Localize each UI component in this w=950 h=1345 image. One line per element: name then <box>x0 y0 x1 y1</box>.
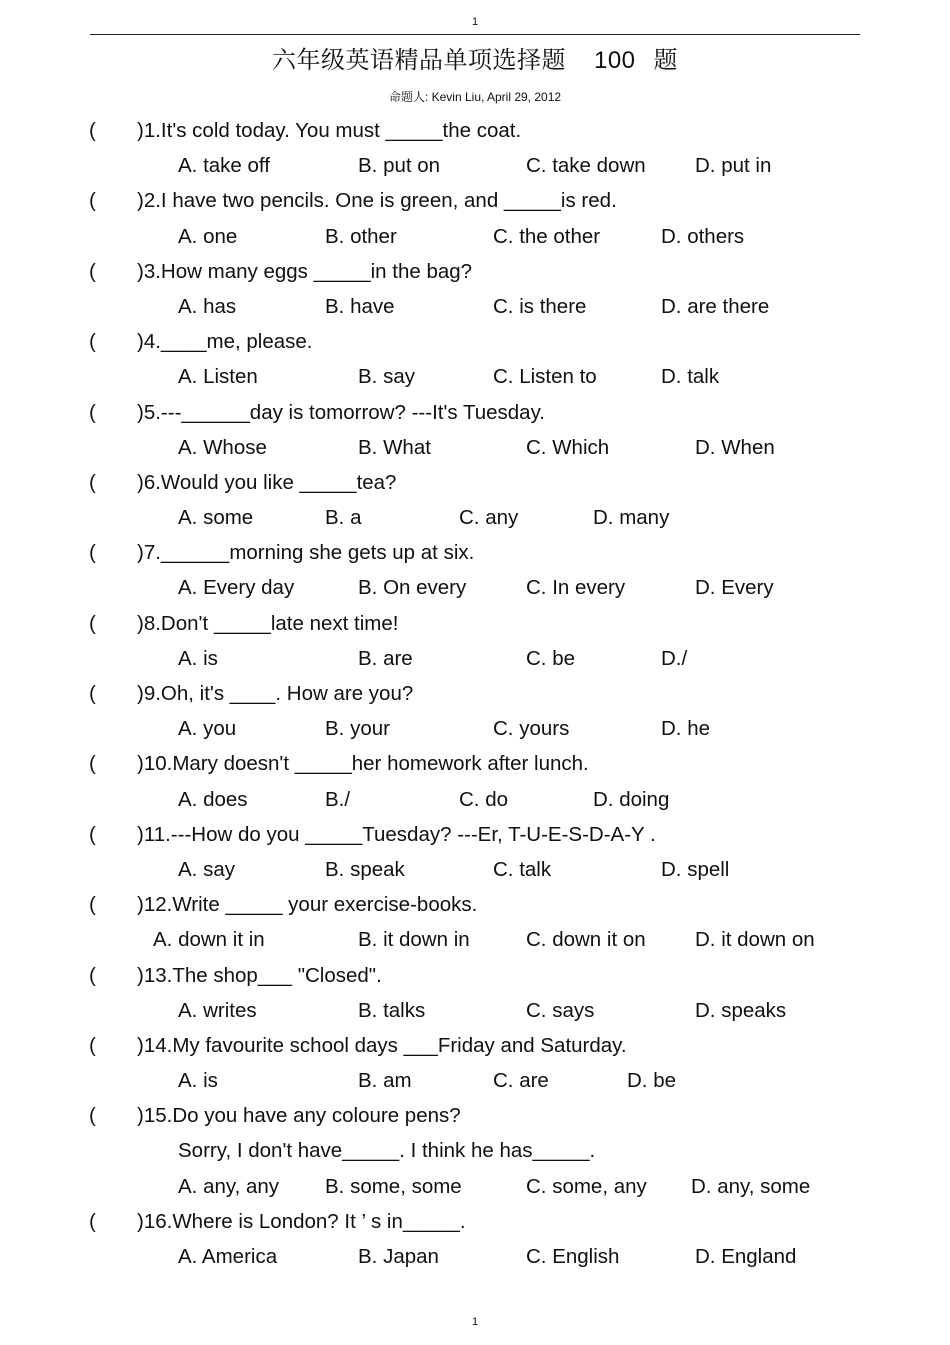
answer-option: D./ <box>661 646 688 670</box>
answer-option: B. speak <box>325 857 405 881</box>
options-row <box>0 782 950 817</box>
question-row <box>0 887 950 922</box>
answer-option: A. Whose <box>178 435 267 459</box>
answer-option: B. some, some <box>325 1174 462 1198</box>
answer-option: D. speaks <box>695 998 787 1022</box>
question-text: )3.How many eggs _____in the bag? <box>137 259 473 283</box>
question-row <box>0 746 950 781</box>
answer-option: B. say <box>358 365 415 389</box>
options-row <box>0 359 950 394</box>
options-row <box>0 219 950 254</box>
question-row <box>0 254 950 289</box>
author-line: 命题人: Kevin Liu, April 29, 2012 <box>388 90 562 104</box>
page-title <box>0 40 950 75</box>
answer-blank-paren: ( <box>89 1033 96 1057</box>
question-row <box>0 535 950 570</box>
question-text: )15.Do you have any coloure pens? <box>137 1104 461 1128</box>
answer-blank-paren: ( <box>89 470 96 494</box>
question-row <box>0 958 950 993</box>
answer-option: A. you <box>178 717 237 741</box>
answer-option: B. it down in <box>358 928 470 952</box>
question-row <box>0 676 950 711</box>
answer-option: C. are <box>493 1069 549 1093</box>
answer-option: B. talks <box>358 998 426 1022</box>
options-row <box>0 852 950 887</box>
answer-blank-paren: ( <box>89 189 96 213</box>
answer-option: C. English <box>526 1245 620 1268</box>
question-text: )6.Would you like _____tea? <box>137 470 397 494</box>
question-text: )1.It's cold today. You must _____the coat. <box>137 119 522 142</box>
options-row <box>0 922 950 957</box>
answer-option: C. any <box>459 506 519 530</box>
answer-blank-paren: ( <box>89 682 96 705</box>
options-row <box>0 289 950 324</box>
options-row <box>0 1169 950 1204</box>
question-row <box>0 395 950 430</box>
answer-option: D. put in <box>695 154 772 178</box>
answer-option: A. is <box>178 646 218 670</box>
answer-blank-paren: ( <box>89 1104 96 1128</box>
answer-option: C. some, any <box>526 1174 647 1198</box>
question-row <box>0 1098 950 1133</box>
answer-option: C. Which <box>526 435 610 459</box>
title-main: 六年级英语精品单项选择题 <box>271 47 566 74</box>
question-row <box>0 465 950 500</box>
answer-option: C. says <box>526 998 595 1022</box>
answer-option: C. Listen to <box>493 365 597 389</box>
page-number-bottom: 1 <box>471 1316 479 1328</box>
answer-option: B. other <box>325 224 397 248</box>
answer-option: A. America <box>178 1245 278 1268</box>
question-text: )9.Oh, it's ____. How are you? <box>137 682 414 705</box>
page-number-top: 1 <box>471 16 479 28</box>
question-row <box>0 817 950 852</box>
question-row <box>0 1028 950 1063</box>
answer-blank-paren: ( <box>89 541 96 565</box>
question-row <box>0 183 950 218</box>
answer-option: C. In every <box>526 576 626 600</box>
answer-option: A. has <box>178 294 237 318</box>
answer-option: C. do <box>459 787 508 811</box>
question-row <box>0 606 950 641</box>
answer-option: D. he <box>661 717 710 741</box>
answer-option: C. take down <box>526 154 646 178</box>
options-row <box>0 430 950 465</box>
answer-option: C. yours <box>493 717 570 741</box>
answer-option: A. writes <box>178 998 257 1022</box>
question-text: )13.The shop___ "Closed". <box>137 963 382 987</box>
answer-option: D. it down on <box>695 928 815 952</box>
answer-option: B./ <box>325 787 351 811</box>
answer-option: C. is there <box>493 294 587 318</box>
title-count: 100 <box>593 47 636 74</box>
options-row <box>0 711 950 746</box>
answer-blank-paren: ( <box>89 963 96 987</box>
answer-blank-paren: ( <box>89 119 96 142</box>
answer-option: B. are <box>358 646 413 670</box>
question-row <box>0 324 950 359</box>
options-row <box>0 1063 950 1098</box>
answer-option: B. On every <box>358 576 467 600</box>
answer-blank-paren: ( <box>89 611 96 635</box>
answer-blank-paren: ( <box>89 752 96 776</box>
answer-option: B. put on <box>358 154 441 178</box>
question-text: )5.---______day is tomorrow? ---It's Tuesday. <box>137 400 545 424</box>
answer-option: B. am <box>358 1069 412 1093</box>
answer-option: D. doing <box>593 787 670 811</box>
options-row <box>0 1239 950 1274</box>
answer-option: B. a <box>325 506 362 530</box>
question-text: )8.Don't _____late next time! <box>137 611 399 635</box>
answer-option: B. Japan <box>358 1245 439 1268</box>
answer-option: A. Listen <box>178 365 258 389</box>
answer-blank-paren: ( <box>89 400 96 424</box>
options-row <box>0 500 950 535</box>
question-continuation-row <box>0 1133 950 1168</box>
answer-option: C. the other <box>493 224 601 248</box>
answer-option: D. many <box>593 506 670 530</box>
answer-option: A. some <box>178 506 254 530</box>
answer-option: D. any, some <box>691 1174 811 1198</box>
answer-option: D. When <box>695 435 775 459</box>
options-row <box>0 641 950 676</box>
answer-blank-paren: ( <box>89 330 96 354</box>
question-row <box>0 113 950 148</box>
answer-option: C. down it on <box>526 928 646 952</box>
answer-option: D. spell <box>661 857 730 881</box>
question-row <box>0 1204 950 1239</box>
question-text: )14.My favourite school days ___Friday and Saturday. <box>137 1033 627 1057</box>
question-text: )7.______morning she gets up at six. <box>137 541 475 565</box>
answer-option: B. your <box>325 717 390 741</box>
header-rule <box>90 34 860 35</box>
answer-option: A. one <box>178 224 238 248</box>
question-list <box>0 113 950 1274</box>
answer-blank-paren: ( <box>89 822 96 846</box>
answer-option: D. be <box>627 1069 676 1093</box>
answer-blank-paren: ( <box>89 893 96 917</box>
options-row <box>0 993 950 1028</box>
answer-option: B. What <box>358 435 431 459</box>
answer-option: D. England <box>695 1245 797 1268</box>
answer-option: D. talk <box>661 365 720 389</box>
answer-option: A. does <box>178 787 248 811</box>
answer-option: C. be <box>526 646 575 670</box>
options-row <box>0 148 950 183</box>
answer-option: A. any, any <box>178 1174 280 1198</box>
question-text: )11.---How do you _____Tuesday? ---Er, T-U-E-S-D-A-Y . <box>137 822 656 846</box>
question-text: )2.I have two pencils. One is green, and _____is red. <box>137 189 617 213</box>
answer-option: A. say <box>178 857 235 881</box>
answer-option: A. is <box>178 1069 218 1093</box>
answer-option: A. Every day <box>178 576 295 600</box>
question-text: )16.Where is London? It ’ s in_____. <box>137 1209 466 1233</box>
question-continuation-text: Sorry, I don't have_____. I think he has_____. <box>178 1139 596 1163</box>
title-suffix: 题 <box>653 47 679 74</box>
answer-blank-paren: ( <box>89 1209 96 1233</box>
answer-option: D. others <box>661 224 745 248</box>
answer-option: A. down it in <box>153 928 265 952</box>
question-text: )10.Mary doesn't _____her homework after lunch. <box>137 752 589 776</box>
question-text: )12.Write _____ your exercise-books. <box>137 893 478 917</box>
options-row <box>0 570 950 605</box>
answer-option: B. have <box>325 294 395 318</box>
answer-option: C. talk <box>493 857 552 881</box>
answer-option: D. are there <box>661 294 770 318</box>
question-text: )4.____me, please. <box>137 330 313 354</box>
answer-option: A. take off <box>178 154 270 178</box>
answer-blank-paren: ( <box>89 259 96 283</box>
answer-option: D. Every <box>695 576 774 600</box>
